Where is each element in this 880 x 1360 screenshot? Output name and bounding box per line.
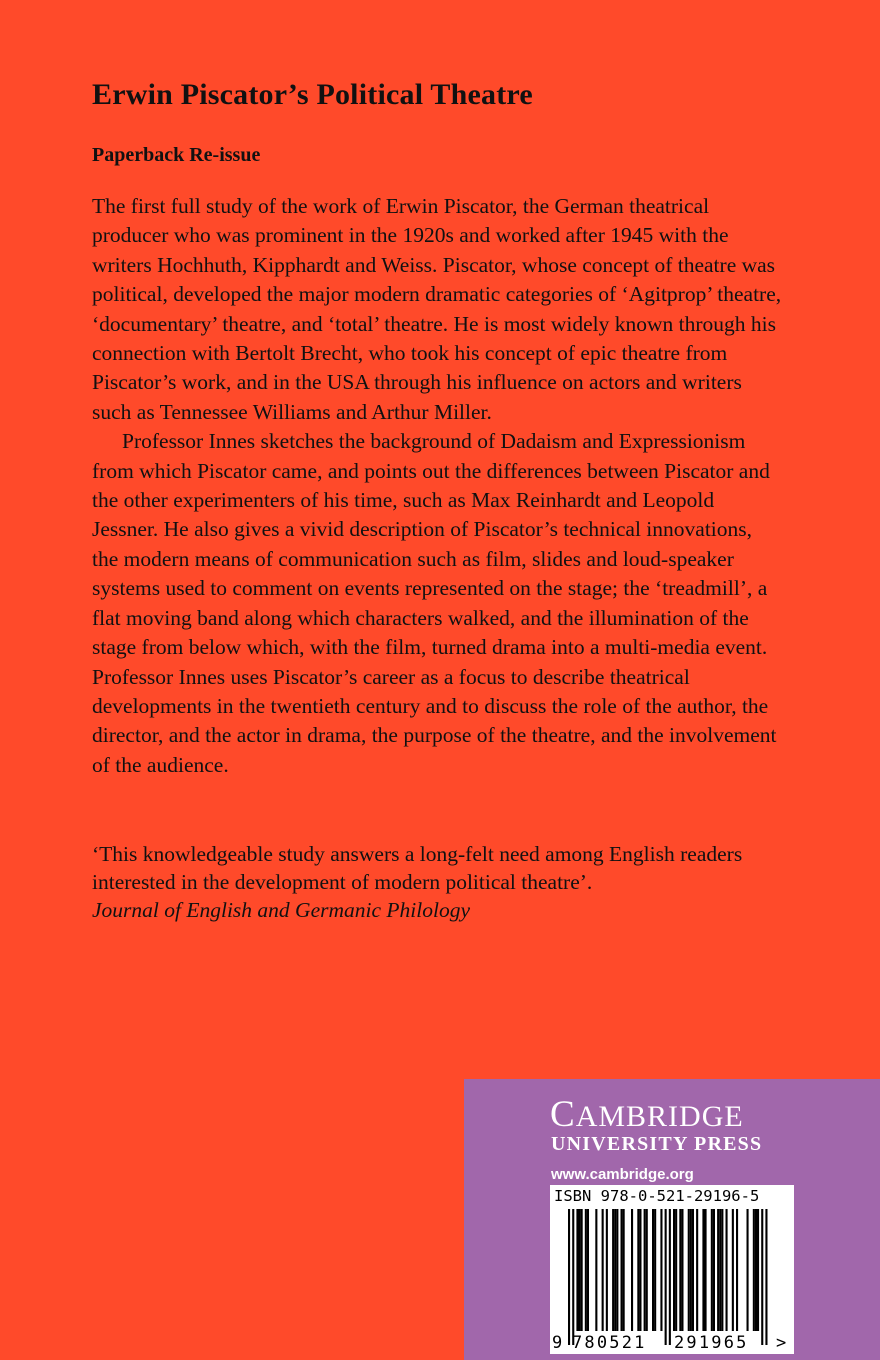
barcode-bar	[631, 1209, 633, 1331]
barcode-bar	[606, 1209, 608, 1331]
barcode-bar	[711, 1209, 713, 1331]
barcode-guard-bar	[665, 1209, 667, 1345]
barcode-digit-first: 9	[552, 1333, 563, 1353]
barcode-bar	[717, 1209, 719, 1331]
review-quote-text: ‘This knowledgeable study answers a long-felt need among English readers interested in the development of modern political theatre’.	[92, 842, 743, 894]
barcode-bar	[646, 1209, 648, 1331]
barcode-bar	[595, 1209, 597, 1331]
barcode-bar	[681, 1209, 683, 1331]
barcode-bar	[692, 1209, 694, 1331]
barcode-bar	[621, 1209, 623, 1331]
publisher-url[interactable]: www.cambridge.org	[551, 1166, 694, 1183]
barcode-digits-right: 291965	[674, 1333, 749, 1353]
barcode-bar	[602, 1209, 604, 1331]
barcode-bar	[753, 1209, 755, 1331]
barcode-bar	[675, 1209, 677, 1331]
isbn-label: ISBN 978-0-521-29196-5	[554, 1187, 760, 1205]
barcode-bar	[747, 1209, 749, 1331]
barcode-bar	[702, 1209, 704, 1331]
publisher-logo-wordmark	[550, 1093, 744, 1136]
barcode-bar	[736, 1209, 738, 1331]
barcode-guard-bar	[765, 1209, 767, 1345]
barcode-guard-bar	[761, 1209, 763, 1345]
barcode-bar	[623, 1209, 625, 1331]
blurb-paragraph-1: The first full study of the work of Erwin Piscator, the German theatrical producer who was prominent in the 1920s and worked after 1945 with the writers Hochhuth, Kipphardt and Weiss. Piscator, whose concept of theatre was political, developed the major modern dramatic categories of ‘Agitprop’ theatre, ‘documentary’ theatre, and ‘total’ theatre. He is most widely known through his connection with Bertolt Brecht, who took his concept of epic theatre from Piscator’s work, and in the USA through his influence on actors and writers such as Tennessee Williams and Arthur Miller.	[92, 194, 782, 424]
edition-subtitle: Paperback Re-issue	[92, 144, 261, 166]
review-quote-source: Journal of English and Germanic Philology	[92, 898, 471, 922]
barcode-bar	[705, 1209, 707, 1331]
barcode-bar	[726, 1209, 728, 1331]
barcode-bar	[660, 1209, 662, 1331]
barcode-bar	[614, 1209, 616, 1331]
book-title: Erwin Piscator’s Political Theatre	[92, 78, 533, 111]
barcode-bar	[732, 1209, 734, 1331]
barcode-bar	[755, 1209, 757, 1331]
blurb-paragraph-2: Professor Innes sketches the background of Dadaism and Expressionism from which Piscator came, and points out the differences between Piscator and the other experimenters of his time, such as Max Reinhardt and Leopold Jessner. He also gives a vivid description of Piscator’s technical innovations, the modern means of communication such as film, slides and loud-speaker systems used to comment on events represented on the stage; the ‘treadmill’, a flat moving band along which characters walked, and the illumination of the stage from below which, with the film, turned drama into a multi-media event. Professor Innes uses Piscator’s career as a focus to describe theatrical developments in the twentieth century and to discuss the role of the author, the director, and the actor in drama, the purpose of the theatre, and the involvement of the audience.	[92, 429, 777, 777]
barcode-bar	[673, 1209, 675, 1331]
barcode-bar	[585, 1209, 587, 1331]
publisher-panel	[464, 1079, 880, 1360]
barcode-bar	[639, 1209, 641, 1331]
barcode-bar	[637, 1209, 639, 1331]
barcode-panel	[550, 1185, 794, 1354]
barcode-bar	[757, 1209, 759, 1331]
barcode-bar	[579, 1209, 581, 1331]
isbn-barcode	[550, 1185, 794, 1354]
barcode-bar	[587, 1209, 589, 1331]
barcode-bar	[679, 1209, 681, 1331]
barcode-bar	[654, 1209, 656, 1331]
blurb-body	[92, 192, 782, 780]
barcode-bar	[581, 1209, 583, 1331]
barcode-bar	[576, 1209, 578, 1331]
barcode-guard-bar	[572, 1209, 574, 1345]
barcode-bar	[612, 1209, 614, 1331]
barcode-bar	[690, 1209, 692, 1331]
barcode-bar	[644, 1209, 646, 1331]
barcode-bar	[721, 1209, 723, 1331]
publisher-name-rest: AMBRIDGE	[575, 1100, 744, 1133]
barcode-arrow: >	[776, 1333, 787, 1353]
barcode-bar	[713, 1209, 715, 1331]
publisher-name-initial: C	[550, 1094, 576, 1135]
barcode-guard-bar	[568, 1209, 570, 1345]
barcode-bar	[719, 1209, 721, 1331]
barcode-bar	[652, 1209, 654, 1331]
barcode-bar	[696, 1209, 698, 1331]
publisher-subname: UNIVERSITY PRESS	[551, 1133, 763, 1155]
barcode-guard-bar	[669, 1209, 671, 1345]
barcode-bar	[616, 1209, 618, 1331]
barcode-digits-left: 780521	[572, 1333, 647, 1353]
barcode-bar	[688, 1209, 690, 1331]
review-quote	[92, 840, 792, 924]
